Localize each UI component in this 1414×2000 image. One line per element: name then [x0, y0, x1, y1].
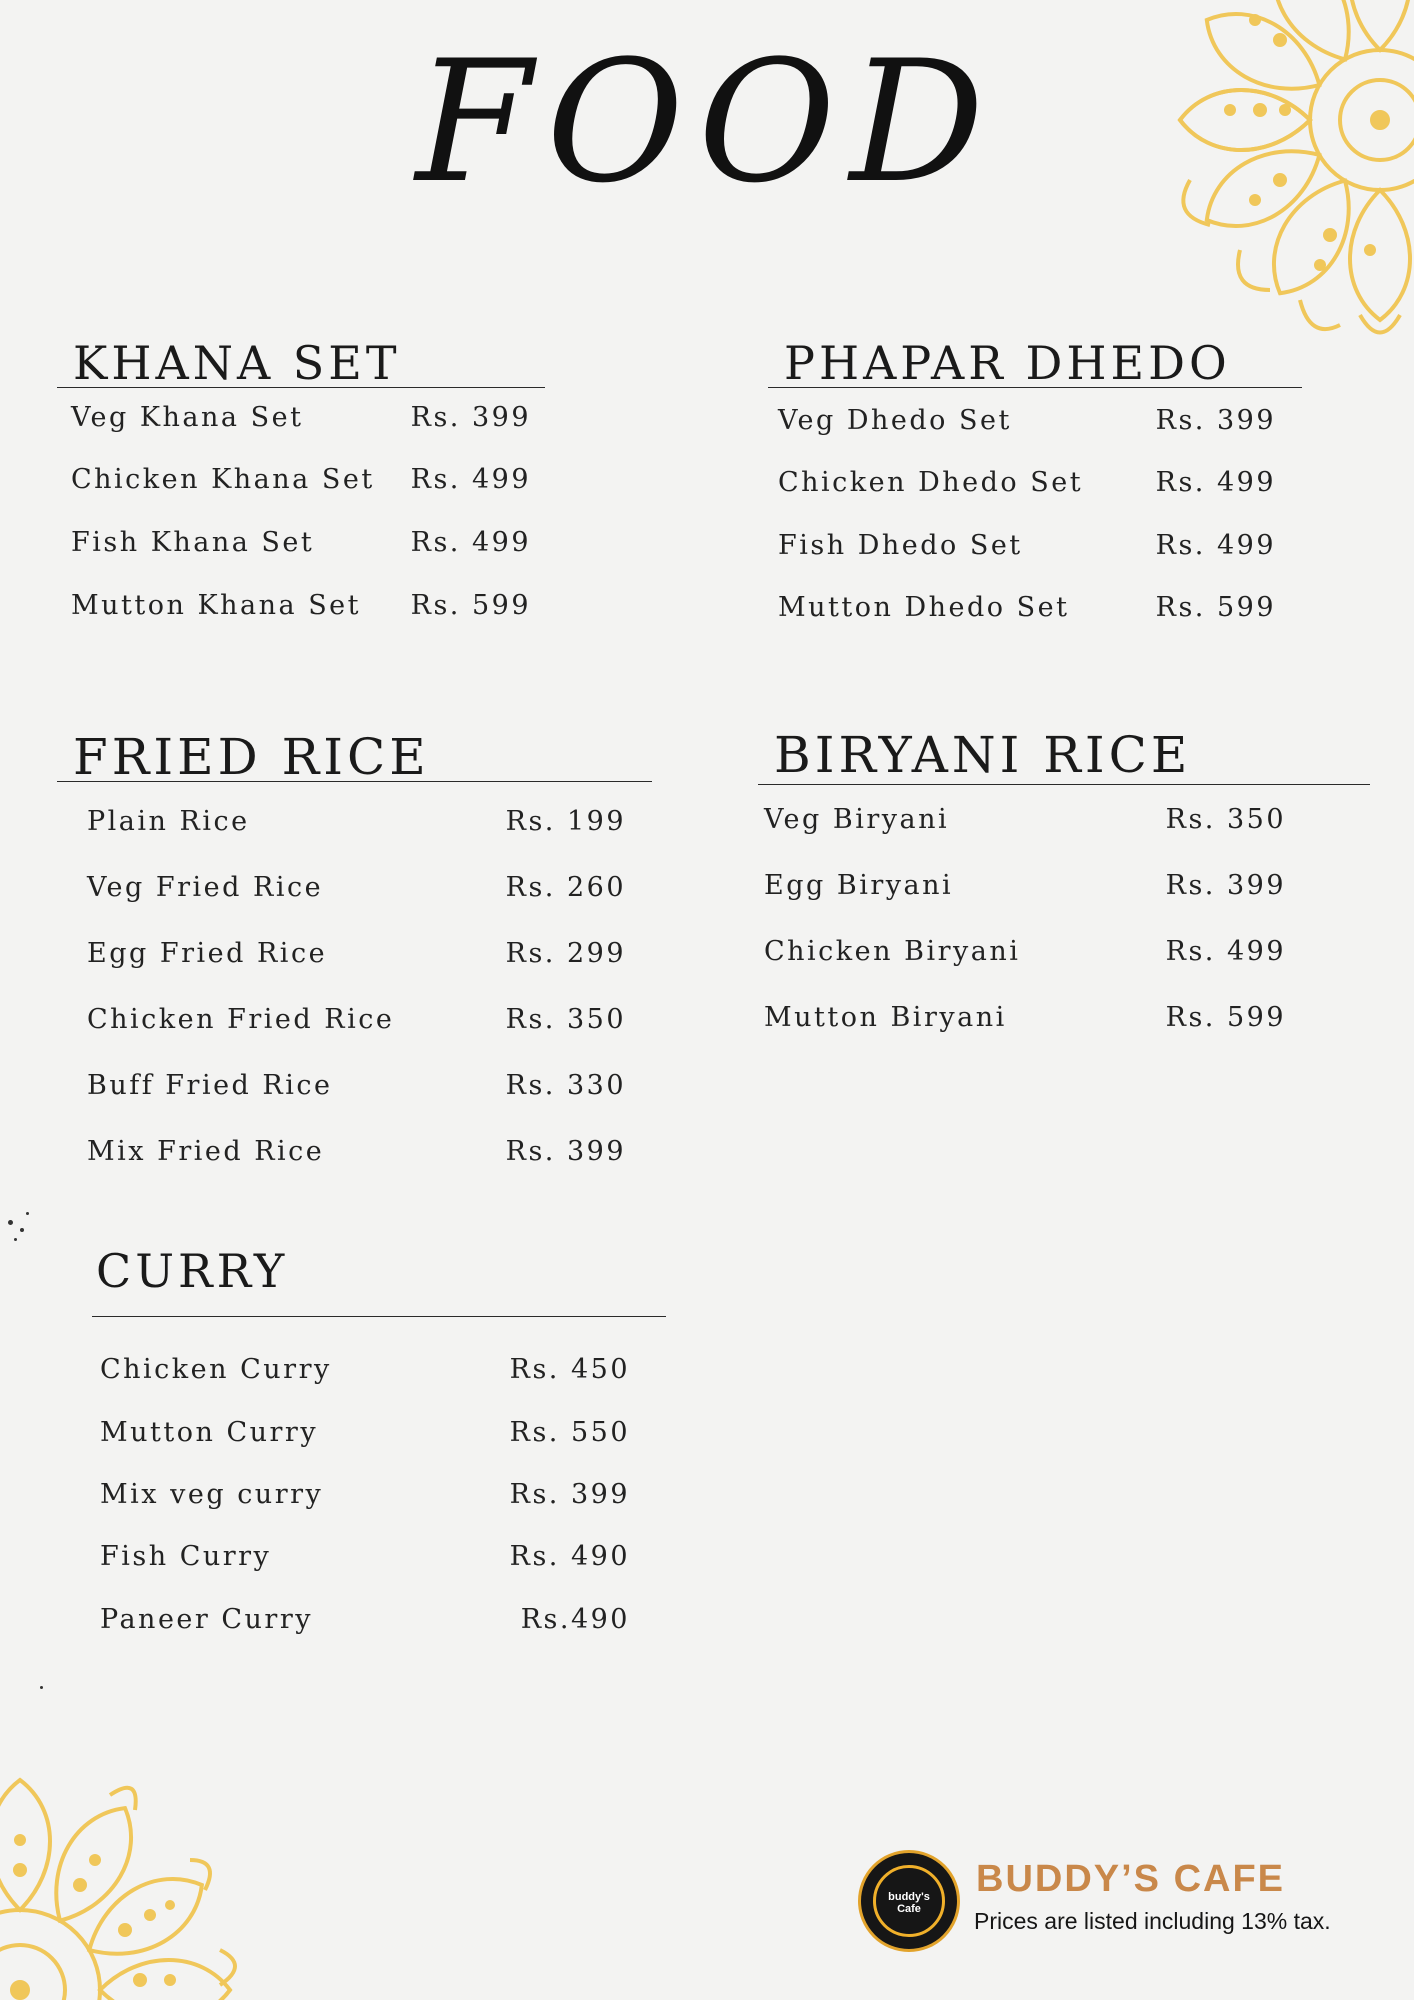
item-price: Rs. 399 [410, 402, 531, 433]
item-name: Paneer Curry [100, 1604, 314, 1635]
item-name: Mix veg curry [100, 1479, 324, 1510]
section-biryani-rice [758, 728, 1370, 1048]
item-name: Fish Khana Set [71, 527, 315, 558]
brand-name: BUDDY’S CAFE [976, 1858, 1286, 1900]
item-price: Rs. 199 [505, 806, 626, 837]
item-price: Rs. 450 [509, 1354, 630, 1385]
item-price: Rs. 350 [505, 1004, 626, 1035]
item-price: Rs. 550 [509, 1417, 630, 1448]
section-divider [768, 387, 1302, 388]
item-name: Plain Rice [87, 806, 250, 837]
item-name: Egg Fried Rice [87, 938, 328, 969]
page-title: FOOD [415, 24, 999, 220]
item-name: Chicken Khana Set [71, 464, 375, 495]
section-heading: BIRYANI RICE [774, 726, 1192, 784]
item-price: Rs. 399 [505, 1136, 626, 1167]
item-price: Rs. 499 [1155, 467, 1276, 498]
item-price: Rs. 350 [1165, 804, 1286, 835]
item-price: Rs.490 [520, 1604, 630, 1635]
item-name: Veg Khana Set [71, 402, 304, 433]
item-price: Rs. 399 [1155, 405, 1276, 436]
section-divider [92, 1316, 666, 1317]
item-price: Rs. 499 [410, 464, 531, 495]
brand-footer [858, 1850, 1378, 1960]
item-price: Rs. 299 [505, 938, 626, 969]
item-price: Rs. 399 [1165, 870, 1286, 901]
paper-speck [20, 1228, 24, 1232]
item-name: Buff Fried Rice [87, 1070, 333, 1101]
section-heading: FRIED RICE [73, 728, 430, 786]
item-name: Veg Dhedo Set [778, 405, 1012, 436]
item-name: Chicken Biryani [764, 936, 1021, 967]
cafe-logo-icon [858, 1850, 960, 1952]
logo-text-line1: buddy's [888, 1891, 930, 1903]
item-name: Egg Biryani [764, 870, 954, 901]
item-name: Fish Dhedo Set [778, 530, 1023, 561]
item-name: Mutton Khana Set [71, 590, 362, 621]
paper-speck [26, 1212, 29, 1215]
section-fried-rice [57, 728, 652, 1188]
tax-note: Prices are listed including 13% tax. [974, 1908, 1331, 1934]
section-phapar-dhedo [768, 336, 1302, 636]
item-name: Mutton Dhedo Set [778, 592, 1070, 623]
item-price: Rs. 599 [1165, 1002, 1286, 1033]
logo-text [861, 1891, 957, 1915]
section-divider [57, 781, 652, 782]
paper-speck [8, 1220, 13, 1225]
item-name: Mix Fried Rice [87, 1136, 325, 1167]
item-price: Rs. 330 [505, 1070, 626, 1101]
item-price: Rs. 499 [410, 527, 531, 558]
item-price: Rs. 490 [509, 1541, 630, 1572]
section-heading: KHANA SET [73, 336, 401, 390]
item-name: Chicken Curry [100, 1354, 332, 1385]
item-price: Rs. 260 [505, 872, 626, 903]
paper-speck [14, 1238, 17, 1241]
item-price: Rs. 399 [509, 1479, 630, 1510]
item-price: Rs. 499 [1155, 530, 1276, 561]
section-curry [92, 1246, 666, 1646]
section-heading: CURRY [96, 1244, 289, 1298]
item-price: Rs. 499 [1165, 936, 1286, 967]
item-name: Fish Curry [100, 1541, 272, 1572]
item-name: Veg Fried Rice [87, 872, 324, 903]
paper-speck [40, 1686, 43, 1689]
item-name: Chicken Dhedo Set [778, 467, 1084, 498]
section-khana-set [57, 336, 545, 636]
item-price: Rs. 599 [410, 590, 531, 621]
mandala-bottom-left-icon [0, 1740, 290, 2000]
item-name: Veg Biryani [764, 804, 950, 835]
item-name: Mutton Biryani [764, 1002, 1007, 1033]
item-name: Mutton Curry [100, 1417, 319, 1448]
section-divider [57, 387, 545, 388]
item-name: Chicken Fried Rice [87, 1004, 395, 1035]
item-price: Rs. 599 [1155, 592, 1276, 623]
section-heading: PHAPAR DHEDO [784, 336, 1231, 390]
logo-text-line2: Cafe [897, 1903, 921, 1916]
section-divider [758, 784, 1370, 785]
